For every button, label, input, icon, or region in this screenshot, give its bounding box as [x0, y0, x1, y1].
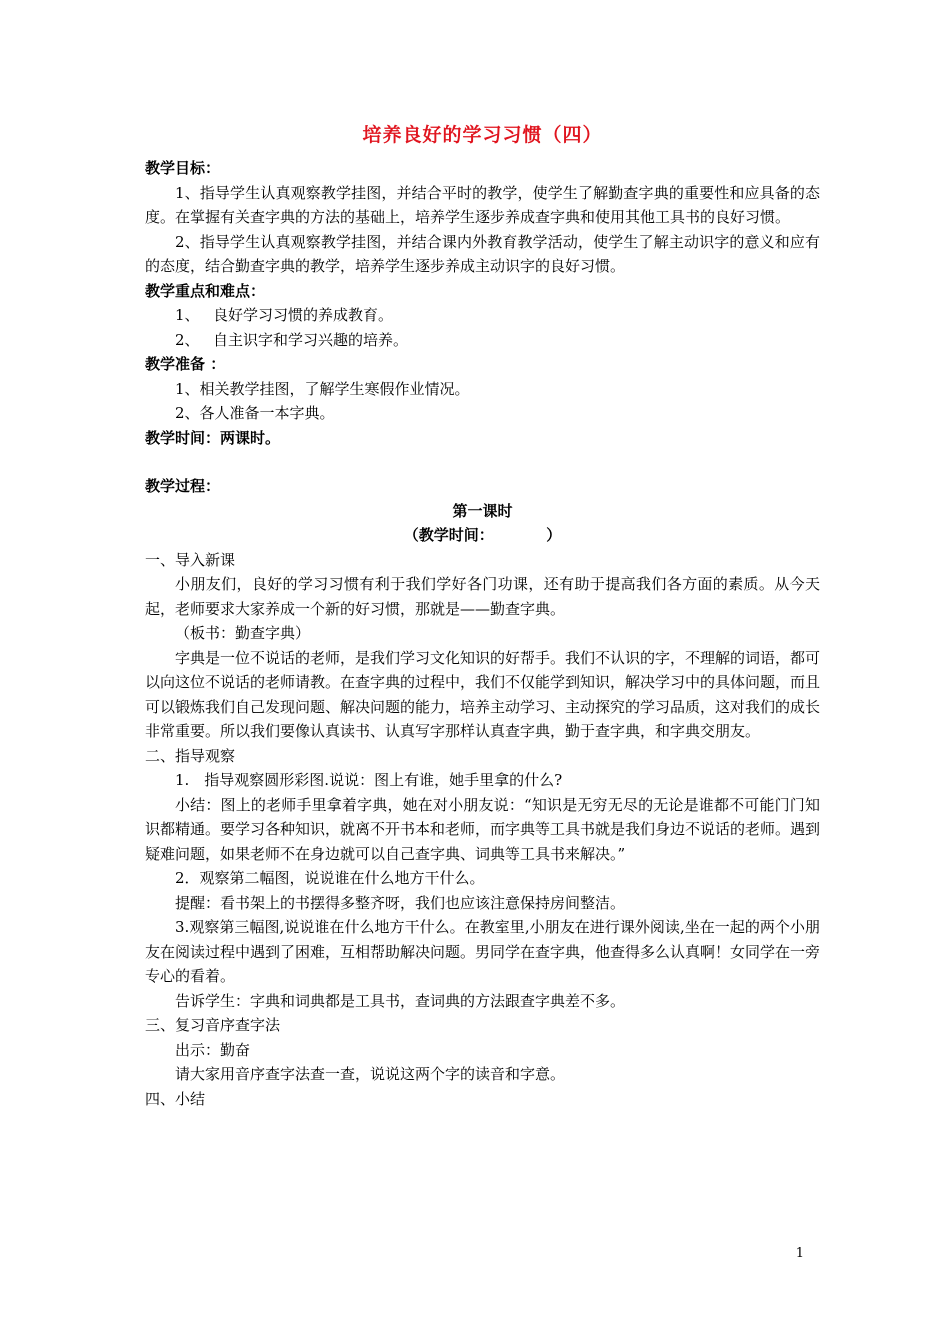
key-point-number: 1、: [175, 306, 200, 324]
section-heading: 三、复习音序查字法: [145, 1016, 281, 1034]
section-paragraph: 字典是一位不说话的老师，是我们学习文化知识的好帮手。我们不认识的字，不理解的词语，都可以向这位不说话的老师请教。在查字典的过程中，我们不仅能学到知识，解决学习中的具体问题，而且可以锻炼我们自己发现问题、解决问题的能力，培养主动学习、主动探究的学习品质，这对我们的成长非常重要。所以我们要像认真读书、认真写字那样认真查字典，勤于查字典，和字典交朋友。: [145, 648, 821, 740]
key-point-item: [145, 303, 820, 328]
spacer: [145, 450, 820, 474]
lesson-title: 第一课时: [452, 501, 513, 520]
teaching-time: 教学时间：两课时。: [145, 428, 281, 447]
section-paragraph: 提醒：看书架上的书摆得多整齐呀，我们也应该注意保持房间整洁。: [175, 893, 626, 912]
section-paragraph: 请大家用音序查字法查一查，说说这两个字的读音和字意。: [175, 1065, 566, 1083]
key-point-number: 2、: [175, 330, 200, 349]
section-paragraph: （板书：勤查字典）: [175, 624, 311, 642]
objectives-heading: 教学目标：: [145, 159, 221, 177]
preparation-heading: 教学准备 ：: [145, 355, 226, 373]
section-heading: 二、指导观察: [145, 746, 236, 765]
document-title: 培养良好的学习习惯（四）: [362, 124, 603, 146]
section-heading: 四、小结: [145, 1089, 206, 1108]
section-paragraph: 告诉学生：字典和词典都是工具书，查词典的方法跟查字典差不多。: [175, 991, 626, 1010]
preparation-item: 1、相关教学挂图，了解学生寒假作业情况。: [175, 379, 470, 398]
process-heading: 教学过程：: [145, 477, 221, 495]
section-paragraph: 小结：图上的老师手里拿着字典，她在对小朋友说：“知识是无穷无尽的无论是谁都不可能门门知识都精通。要学习各种知识，就离不开书本和老师，而字典等工具书就是我们身边不说话的老师。遇到疑难问题，如果老师不在身边就可以自己查字典、词典等工具书来解决。”: [145, 795, 821, 863]
objective-item: 1、指导学生认真观察教学挂图，并结合平时的教学，使学生了解勤查字典的重要性和应具备的态度。在掌握有关查字典的方法的基础上，培养学生逐步养成查字典和使用其他工具书的良好习惯。: [145, 183, 820, 226]
section-paragraph: 3.观察第三幅图,说说谁在什么地方干什么。在教室里,小朋友在进行课外阅读,坐在一起的两个小朋友在阅读过程中遇到了困难，互相帮助解决问题。男同学在查字典，他查得多么认真啊！女同学在一旁专心的看着。: [145, 918, 821, 985]
key-points-heading: 教学重点和难点：: [145, 281, 266, 300]
key-point-text: 自主识字和学习兴趣的培养。: [213, 330, 409, 349]
preparation-item: 2、各人准备一本字典。: [175, 404, 335, 422]
section-paragraph: 2．观察第二幅图，说说谁在什么地方干什么。: [175, 869, 485, 887]
lesson-time: （教学时间： ）: [403, 526, 562, 544]
key-point-text: 良好学习习惯的养成教育。: [213, 306, 394, 324]
section-paragraph: 1. 指导观察圆形彩图.说说：图上有谁，她手里拿的什么?: [175, 771, 563, 789]
section-paragraph: 出示：勤奋: [175, 1040, 251, 1059]
section-paragraph: 小朋友们，良好的学习习惯有利于我们学好各门功课，还有助于提高我们各方面的素质。从今天起，老师要求大家养成一个新的好习惯，那就是——勤查字典。: [145, 575, 820, 618]
objective-item: 2、指导学生认真观察教学挂图，并结合课内外教育教学活动，使学生了解主动识字的意义和应有的态度，结合勤查字典的教学，培养学生逐步养成主动识字的良好习惯。: [145, 232, 820, 275]
page-number-text: 1: [795, 1246, 804, 1261]
section-heading: 一、导入新课: [145, 550, 236, 569]
key-point-item: [145, 328, 820, 353]
document-page: [145, 120, 820, 1111]
